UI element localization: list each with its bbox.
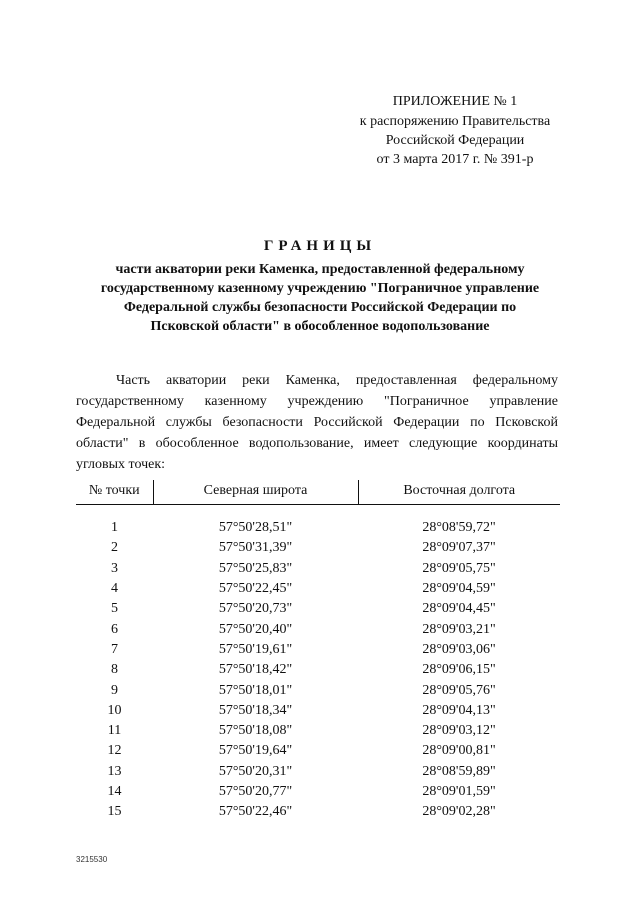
appendix-line-1: к распоряжению Правительства: [359, 114, 551, 129]
east-longitude-cell: 28°09'03,06": [422, 641, 496, 657]
appendix-line-3: от 3 марта 2017 г. № 391-р: [376, 152, 534, 167]
north-latitude-cell: 57°50'25,83": [218, 560, 293, 576]
north-latitude-cell: 57°50'22,45": [218, 581, 293, 597]
east-longitude-cell: 28°08'59,72": [422, 520, 496, 536]
east-longitude-cell: 28°09'04,59": [422, 581, 496, 597]
point-number-cell: 7: [111, 641, 118, 657]
north-latitude-cell: 57°50'20,31": [218, 763, 293, 779]
point-number-cell: 1: [111, 520, 118, 536]
table-row: [76, 599, 560, 619]
table-row: [76, 538, 560, 558]
east-longitude-cell: 28°09'03,21": [422, 621, 496, 637]
point-number-cell: 2: [111, 540, 118, 556]
table-row: [76, 518, 560, 538]
document-subtitle: [60, 260, 580, 336]
table-row: [76, 762, 560, 782]
table-row: [76, 701, 560, 721]
appendix-title: ПРИЛОЖЕНИЕ № 1: [392, 94, 518, 109]
subtitle-line: Псковской области" в обособленное водопользование: [150, 319, 490, 334]
point-number-cell: 14: [107, 784, 122, 799]
north-latitude-cell: 57°50'28,51": [218, 520, 293, 536]
point-number-cell: 5: [111, 601, 118, 617]
east-longitude-cell: 28°09'03,12": [422, 723, 496, 739]
header-east-longitude: Восточная долгота: [358, 480, 560, 505]
table-header-row: [76, 480, 560, 505]
table-row: [76, 721, 560, 741]
appendix-block: [320, 92, 590, 169]
header-point-number: № точки: [76, 480, 153, 505]
east-longitude-cell: 28°09'07,37": [422, 540, 496, 556]
north-latitude-cell: 57°50'22,46": [218, 804, 293, 820]
point-number-cell: 13: [107, 763, 122, 779]
east-longitude-cell: 28°09'04,13": [422, 702, 496, 718]
table-row: [76, 802, 560, 822]
appendix-line-2: Российской Федерации: [385, 133, 525, 148]
table-row: [76, 782, 560, 802]
east-longitude-cell: 28°09'05,75": [422, 560, 496, 576]
document-number: 3215530: [76, 855, 108, 864]
north-latitude-cell: 57°50'18,34": [218, 702, 293, 718]
point-number-cell: 11: [107, 723, 122, 739]
east-longitude-cell: 28°09'04,45": [422, 601, 496, 617]
east-longitude-cell: 28°09'00,81": [422, 743, 496, 759]
header-north-latitude: Северная широта: [153, 480, 358, 505]
table-row: [76, 619, 560, 639]
table-row: [76, 640, 560, 660]
document-heading: [60, 238, 580, 336]
north-latitude-cell: 57°50'20,40": [218, 621, 293, 637]
north-latitude-cell: 57°50'19,64": [218, 743, 293, 759]
north-latitude-cell: 57°50'20,73": [218, 601, 293, 617]
subtitle-line: части акватории реки Каменка, предоставленной федеральному: [115, 262, 525, 277]
table-row: [76, 579, 560, 599]
north-latitude-cell: 57°50'18,01": [218, 682, 293, 698]
east-longitude-cell: 28°09'06,15": [422, 662, 496, 678]
table-row: [76, 741, 560, 761]
point-number-cell: 4: [111, 581, 118, 597]
table-row: [76, 559, 560, 579]
point-number-cell: 3: [111, 560, 118, 576]
subtitle-line: Федеральной службы безопасности Российской Федерации по: [123, 300, 517, 315]
table-body: [76, 505, 560, 823]
point-number-cell: 9: [111, 682, 118, 698]
point-number-cell: 12: [107, 743, 122, 759]
point-number-cell: 15: [107, 804, 122, 820]
coordinates-table: [76, 480, 560, 822]
north-latitude-cell: 57°50'20,77": [218, 784, 293, 799]
east-longitude-cell: 28°08'59,89": [422, 763, 496, 779]
table-row: [76, 680, 560, 700]
east-longitude-cell: 28°09'02,28": [422, 804, 496, 820]
body-paragraph: Часть акватории реки Каменка, предоставленная федеральному государственному казенному учреждению "Пограничное управление Федеральной службы безопасности Российской Федерации по Псковской области" в обособленное водопользование, имеет следующие координаты угловых точек:: [76, 373, 558, 472]
point-number-cell: 6: [111, 621, 118, 637]
point-number-cell: 10: [107, 702, 122, 718]
north-latitude-cell: 57°50'18,08": [218, 723, 293, 739]
table-row: [76, 660, 560, 680]
document-title: ГРАНИЦЫ: [263, 238, 377, 254]
point-number-cell: 8: [111, 662, 118, 678]
subtitle-line: государственному казенному учреждению "Пограничное управление: [100, 281, 540, 296]
east-longitude-cell: 28°09'05,76": [422, 682, 496, 698]
north-latitude-cell: 57°50'19,61": [218, 641, 293, 657]
east-longitude-cell: 28°09'01,59": [422, 784, 496, 799]
north-latitude-cell: 57°50'18,42": [218, 662, 293, 678]
north-latitude-cell: 57°50'31,39": [218, 540, 293, 556]
